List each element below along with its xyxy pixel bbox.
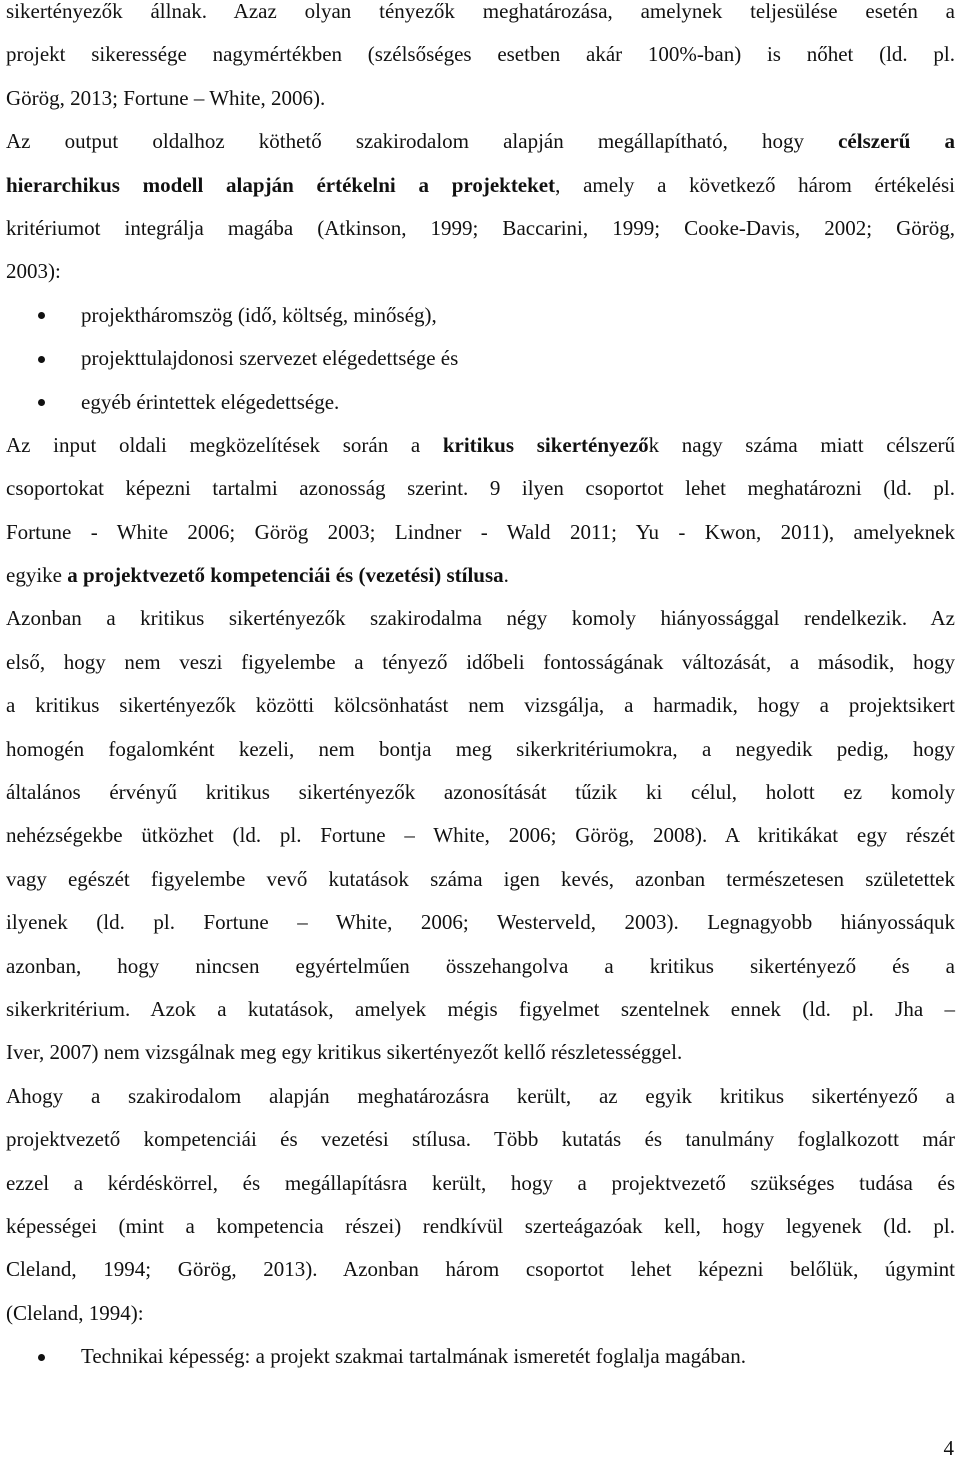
text-line: [6, 1118, 955, 1161]
text-line: [6, 641, 955, 684]
text-run: Az input oldali megközelítések során a: [6, 432, 443, 457]
text-line: [6, 0, 955, 33]
text-run: képességei (mint a kompetencia részei) rendkívül szerteágazóak kell, hogy legyenek (ld. pl.: [6, 1213, 955, 1238]
text-line: [6, 1031, 955, 1074]
document-body: [6, 0, 955, 1379]
text-run: sikerkritérium. Azok a kutatások, amelyek mégis figyelmet szentelnek ennek (ld. pl. Jha –: [6, 996, 955, 1021]
text-line: [6, 814, 955, 857]
text-run: (Cleland, 1994):: [6, 1300, 144, 1325]
text-run: projektvezető kompetenciái és vezetési stílusa. Több kutatás és tanulmány foglalkozott már: [6, 1127, 955, 1152]
text-run: Iver, 2007) nem vizsgálnak meg egy kritikus sikertényezőt kellő részletességgel.: [6, 1040, 683, 1065]
text-line: [6, 945, 955, 988]
text-line: [6, 597, 955, 640]
bullet-icon: [38, 1354, 45, 1361]
text-run: ezzel a kérdéskörrel, és megállapításra került, hogy a projektvezető szükséges tudása és: [6, 1170, 955, 1195]
text-run: kritériumot integrálja magába (Atkinson, 1999; Baccarini, 1999; Cooke-Davis, 2002; Görög,: [6, 215, 955, 240]
text-run: első, hogy nem veszi figyelembe a tényező időbeli fontosságának változását, a második, hogy: [6, 649, 955, 674]
bold-run: kritikus sikertényező: [442, 432, 649, 457]
bullet-text: Technikai képesség: a projekt szakmai tartalmának ismeretét foglalja magában.: [81, 1344, 747, 1369]
bold-run: hierarchikus modell alapján értékelni a projekteket: [6, 172, 556, 197]
text-run: 2003):: [6, 259, 61, 284]
text-run: általános érvényű kritikus sikertényezők azonosítását tűzik ki célul, holott ez komoly: [6, 780, 955, 805]
text-line: [6, 164, 955, 207]
bullet-item: [6, 1335, 955, 1378]
text-line: [6, 1248, 955, 1291]
text-run: egyike: [6, 563, 68, 588]
bullet-text: egyéb érintettek elégedettsége.: [81, 389, 340, 414]
bullet-item: [6, 294, 955, 337]
text-run: csoportokat képezni tartalmi azonosság szerint. 9 ilyen csoportot lehet meghatározni (ld. pl.: [6, 476, 955, 501]
text-run: vagy egészét figyelembe vevő kutatások száma igen kevés, azonban természetesen születettek: [6, 866, 955, 891]
text-run: , amely a következő három értékelési: [555, 172, 955, 197]
text-line: [6, 1205, 955, 1248]
text-run: .: [503, 563, 509, 588]
text-run: nehézségekbe ütközhet (ld. pl. Fortune – White, 2006; Görög, 2008). A kritikákat egy részét: [6, 823, 955, 848]
text-line: [6, 771, 955, 814]
text-line: [6, 77, 955, 120]
text-line: [6, 858, 955, 901]
text-run: Cleland, 1994; Görög, 2013). Azonban három csoportot lehet képezni belőlük, úgymint: [6, 1257, 955, 1282]
bullet-text: projektháromszög (idő, költség, minőség),: [81, 302, 437, 327]
text-run: projekt sikeressége nagymértékben (szélsőséges esetben akár 100%-ban) is nőhet (ld. pl.: [6, 42, 955, 67]
text-run: a kritikus sikertényezők közötti kölcsönhatást nem vizsgálja, a harmadik, hogy a projektsikert: [6, 693, 955, 718]
text-line: [6, 511, 955, 554]
text-line: [6, 120, 955, 163]
text-line: [6, 684, 955, 727]
text-run: Az output oldalhoz köthető szakirodalom alapján megállapítható, hogy: [6, 129, 839, 154]
text-line: [6, 207, 955, 250]
text-run: sikertényezők állnak. Azaz olyan tényezők meghatározása, amelynek teljesülése esetén a: [6, 0, 955, 23]
text-run: ilyenek (ld. pl. Fortune – White, 2006; Westerveld, 2003). Legnagyobb hiányossáquk: [6, 910, 955, 935]
bold-run: a projektvezető kompetenciái és (vezetési) stílusa: [67, 563, 504, 588]
bullet-icon: [38, 399, 45, 406]
text-line: [6, 901, 955, 944]
text-line: [6, 1162, 955, 1205]
text-run: Görög, 2013; Fortune – White, 2006).: [6, 85, 326, 110]
text-line: [6, 1292, 955, 1335]
text-run: Ahogy a szakirodalom alapján meghatározásra került, az egyik kritikus sikertényező a: [6, 1083, 955, 1108]
text-line: [6, 250, 955, 293]
text-line: [6, 554, 955, 597]
bullet-icon: [38, 312, 45, 319]
text-line: [6, 33, 955, 76]
text-run: k nagy száma miatt célszerű: [648, 432, 956, 457]
text-run: Fortune - White 2006; Görög 2003; Lindner - Wald 2011; Yu - Kwon, 2011), amelyeknek: [6, 519, 955, 544]
bullet-item: [6, 381, 955, 424]
text-line: [6, 467, 955, 510]
text-line: [6, 1075, 955, 1118]
page-number: 4: [943, 1436, 954, 1460]
text-run: azonban, hogy nincsen egyértelműen összehangolva a kritikus sikertényező és a: [6, 953, 955, 978]
text-line: [6, 988, 955, 1031]
bullet-text: projekttulajdonosi szervezet elégedettsége és: [81, 346, 459, 371]
text-run: homogén fogalomként kezeli, nem bontja meg sikerkritériumokra, a negyedik pedig, hogy: [6, 736, 955, 761]
text-run: Azonban a kritikus sikertényezők szakirodalma négy komoly hiányossággal rendelkezik. Az: [6, 606, 955, 631]
bold-run: célszerű a: [838, 129, 955, 154]
text-line: [6, 424, 955, 467]
text-line: [6, 728, 955, 771]
bullet-icon: [38, 356, 45, 363]
bullet-item: [6, 337, 955, 380]
